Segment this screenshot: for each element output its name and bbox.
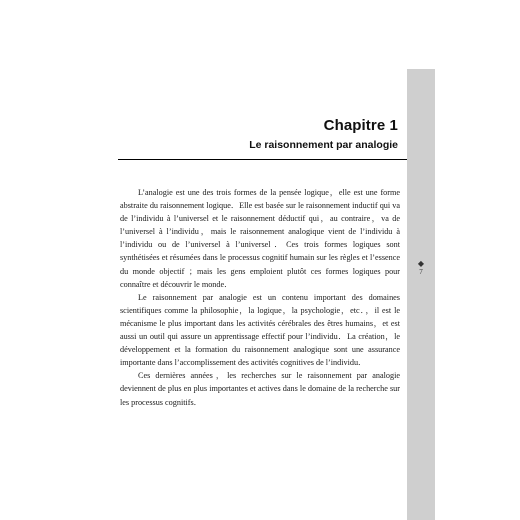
header-divider xyxy=(118,159,407,160)
chapter-number: Chapitre 1 xyxy=(323,117,398,134)
paragraph: Ces dernières années，les recherches sur le raisonnement par analogie deviennent de plus en plus importantes et actives dans le domaine de la recherche sur les processus cognitifs． xyxy=(120,371,400,407)
side-tab xyxy=(407,69,435,520)
diamond-icon: ◆ xyxy=(417,259,425,268)
paragraph: Le raisonnement par analogie est un contenu important des domaines scientifiques comme la philosophie，la logique，la psychologie，etc．，il est le mécanisme le plus important dans les activités cérébrales des êtres humains，et est aussi un outil qui assure un apprentissage effectif pour l’individu．La création，le développement et la formation du raisonnement analogique sont une assurance importante dans l’accomplissement des activités cognitives de l’individu． xyxy=(120,292,400,368)
side-page-marker xyxy=(407,259,435,277)
page-number: 7 xyxy=(419,268,423,276)
chapter-title: Le raisonnement par analogie xyxy=(249,139,398,151)
paragraph: L’analogie est une des trois formes de la pensée logique，elle est une forme abstraite du raisonnement logique．Elle est basée sur le raisonnement inductif qui va de l’individu à l’universel et le raisonnement déductif qui，au contraire，va de l’universel à l’individu，mais le raisonnement analogique vient de l’individu à l’individu ou de l’universel à l’universel．Ces trois formes logiques sont synthétisées et résumées dans le processus cognitif humain sur les règles et l’essence du monde objectif ；mais les gens emploient plutôt ces formes logiques pour connaître et découvrir le monde． xyxy=(120,188,400,289)
chapter-body xyxy=(120,186,400,409)
